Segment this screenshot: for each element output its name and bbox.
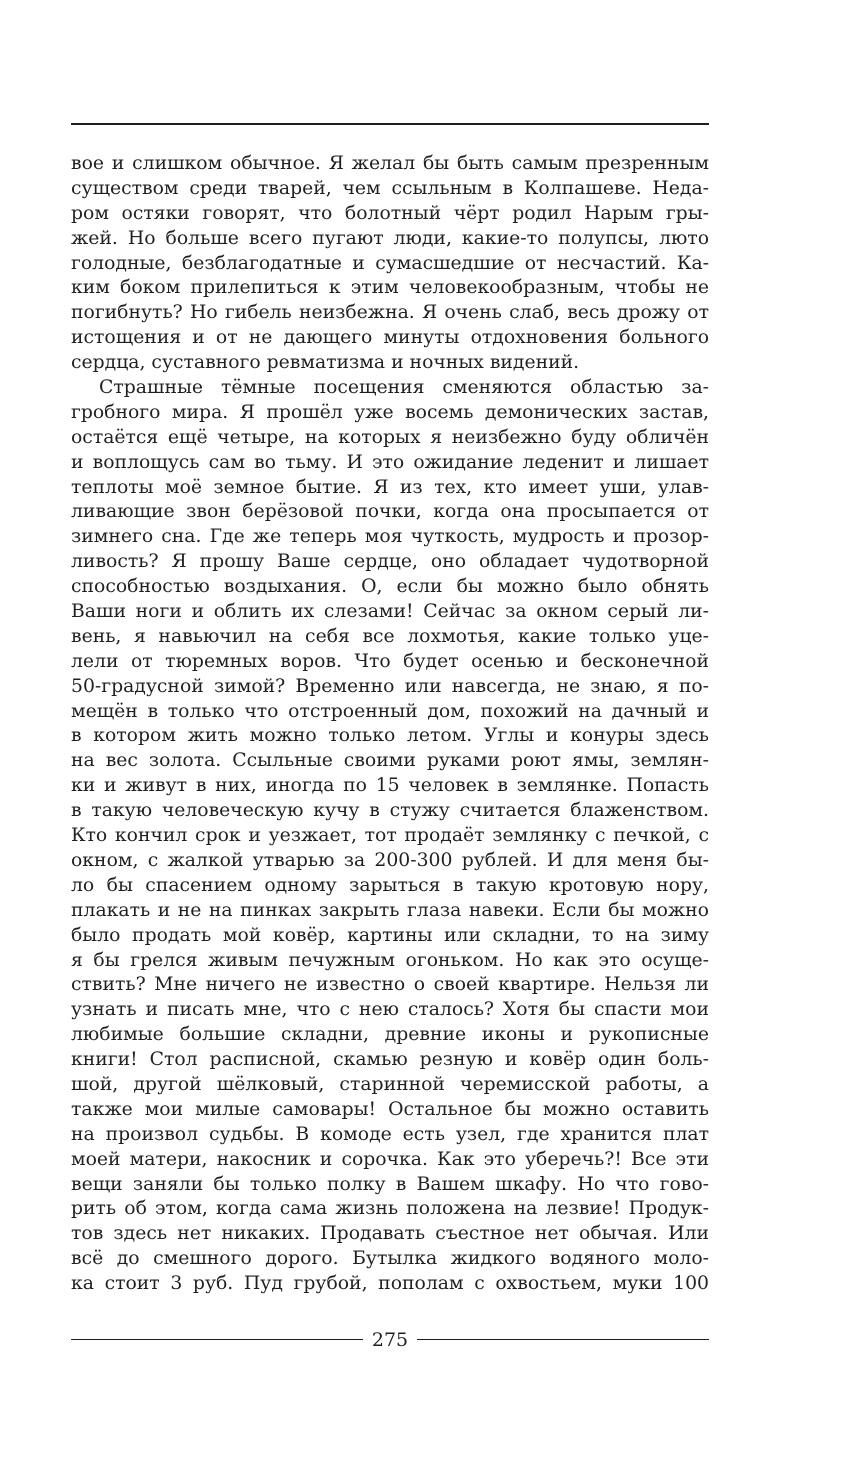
text-line: на произвол судьбы. В комоде есть узел, где хранится плат bbox=[71, 1123, 709, 1145]
text-line: любимые большие складни, древние иконы и рукописные bbox=[71, 1024, 709, 1046]
text-line: книги! Стол расписной, скамью резную и ковёр один боль- bbox=[71, 1049, 709, 1071]
text-line: существом среди тварей, чем ссыльным в Колпашеве. Неда- bbox=[71, 177, 709, 199]
text-line: окном, с жалкой утварью за 200-300 рублей. И для меня бы- bbox=[71, 849, 709, 871]
text-line: шой, другой шёлковый, старинной черемисской работы, а bbox=[71, 1073, 709, 1095]
text-line: вень, я навьючил на себя все лохмотья, какие только уце- bbox=[71, 625, 709, 647]
top-rule bbox=[71, 123, 709, 125]
text-line: вещи заняли бы только полку в Вашем шкафу. Но что гово- bbox=[71, 1173, 709, 1195]
text-line: способностью воздыхания. О, если бы можно было обнять bbox=[71, 576, 709, 598]
text-line: голодные, безблагодатные и сумасшедшие от несчастий. Ка- bbox=[71, 252, 709, 274]
text-line: погибнуть? Но гибель неизбежна. Я очень слаб, весь дрожу от bbox=[71, 302, 709, 324]
text-line: гробного мира. Я прошёл уже восемь демонических застав, bbox=[71, 401, 709, 423]
text-line: Ваши ноги и облить их слезами! Сейчас за окном серый ли- bbox=[71, 601, 709, 623]
text-line: Кто кончил срок и уезжает, тот продаёт землянку с печкой, с bbox=[71, 825, 709, 847]
text-line: ло бы спасением одному зарыться в такую кротовую нору, bbox=[71, 874, 709, 896]
footer-rule-left bbox=[71, 1339, 363, 1340]
text-line: зимнего сна. Где же теперь моя чуткость, мудрость и прозор- bbox=[71, 526, 709, 548]
text-line: также мои милые самовары! Остальное бы можно оставить bbox=[71, 1098, 709, 1120]
text-line: в котором жить можно только летом. Углы и конуры здесь bbox=[71, 725, 709, 747]
text-line: сердца, суставного ревматизма и ночных видений. bbox=[71, 352, 580, 374]
text-line: ливающие звон берёзовой почки, когда она просыпается от bbox=[71, 501, 709, 523]
text-line: истощения и от не дающего минуты отдохновения больного bbox=[71, 327, 709, 349]
text-line: ка стоит 3 руб. Пуд грубой, пополам с охвостьем, муки 100 bbox=[71, 1273, 709, 1295]
text-line: ливость? Я прошу Ваше сердце, оно обладает чудотворной bbox=[71, 551, 709, 573]
text-line: 50-градусной зимой? Временно или навсегда, не знаю, я по- bbox=[71, 675, 709, 697]
text-line: мещён в только что отстроенный дом, похожий на дачный и bbox=[71, 700, 709, 722]
text-line: лели от тюремных воров. Что будет осенью и бесконечной bbox=[71, 650, 709, 672]
text-line: ким боком прилепиться к этим человекообразным, чтобы не bbox=[71, 277, 709, 299]
text-line: рить об этом, когда сама жизнь положена на лезвие! Продук- bbox=[71, 1198, 709, 1220]
text-line: теплоты моё земное бытие. Я из тех, кто имеет уши, улав- bbox=[71, 476, 709, 498]
text-line: ствить? Мне ничего не известно о своей квартире. Нельзя ли bbox=[71, 974, 709, 996]
page-number: 275 bbox=[371, 1329, 409, 1351]
text-line: плакать и не на пинках закрыть глаза навеки. Если бы можно bbox=[71, 899, 709, 921]
text-line: в такую человеческую кучу в стужу считается блаженством. bbox=[71, 800, 709, 822]
footer-rule-right bbox=[417, 1339, 709, 1340]
text-line: было продать мой ковёр, картины или складни, то на зиму bbox=[71, 924, 709, 946]
text-line: ки и живут в них, иногда по 15 человек в землянке. Попасть bbox=[71, 775, 709, 797]
text-line: остаётся ещё четыре, на которых я неизбежно буду обличён bbox=[71, 426, 709, 448]
body-text bbox=[71, 152, 709, 1297]
text-line: моей матери, накосник и сорочка. Как это уберечь?! Все эти bbox=[71, 1148, 709, 1170]
text-line: ром остяки говорят, что болотный чёрт родил Нарым гры- bbox=[71, 202, 709, 224]
text-line: узнать и писать мне, что с нею сталось? Хотя бы спасти мои bbox=[71, 999, 709, 1021]
text-line: Страшные тёмные посещения сменяются областью за- bbox=[99, 377, 709, 399]
text-line: вое и слишком обычное. Я желал бы быть самым презренным bbox=[71, 153, 709, 174]
text-line: всё до смешного дорого. Бутылка жидкого водяного моло- bbox=[71, 1248, 709, 1270]
paragraph-1 bbox=[71, 152, 709, 376]
page-footer bbox=[71, 1325, 709, 1355]
text-line: и воплощусь сам во тьму. И это ожидание леденит и лишает bbox=[71, 451, 709, 473]
text-line: я бы грелся живым печужным огоньком. Но как это осуще- bbox=[71, 949, 709, 971]
text-line: на вес золота. Ссыльные своими руками роют ямы, землян- bbox=[71, 750, 709, 772]
text-line: тов здесь нет никаких. Продавать съестное нет обычая. Или bbox=[71, 1223, 709, 1245]
paragraph-2 bbox=[71, 376, 709, 1297]
text-line: жей. Но больше всего пугают люди, какие-то полупсы, люто bbox=[71, 227, 709, 249]
